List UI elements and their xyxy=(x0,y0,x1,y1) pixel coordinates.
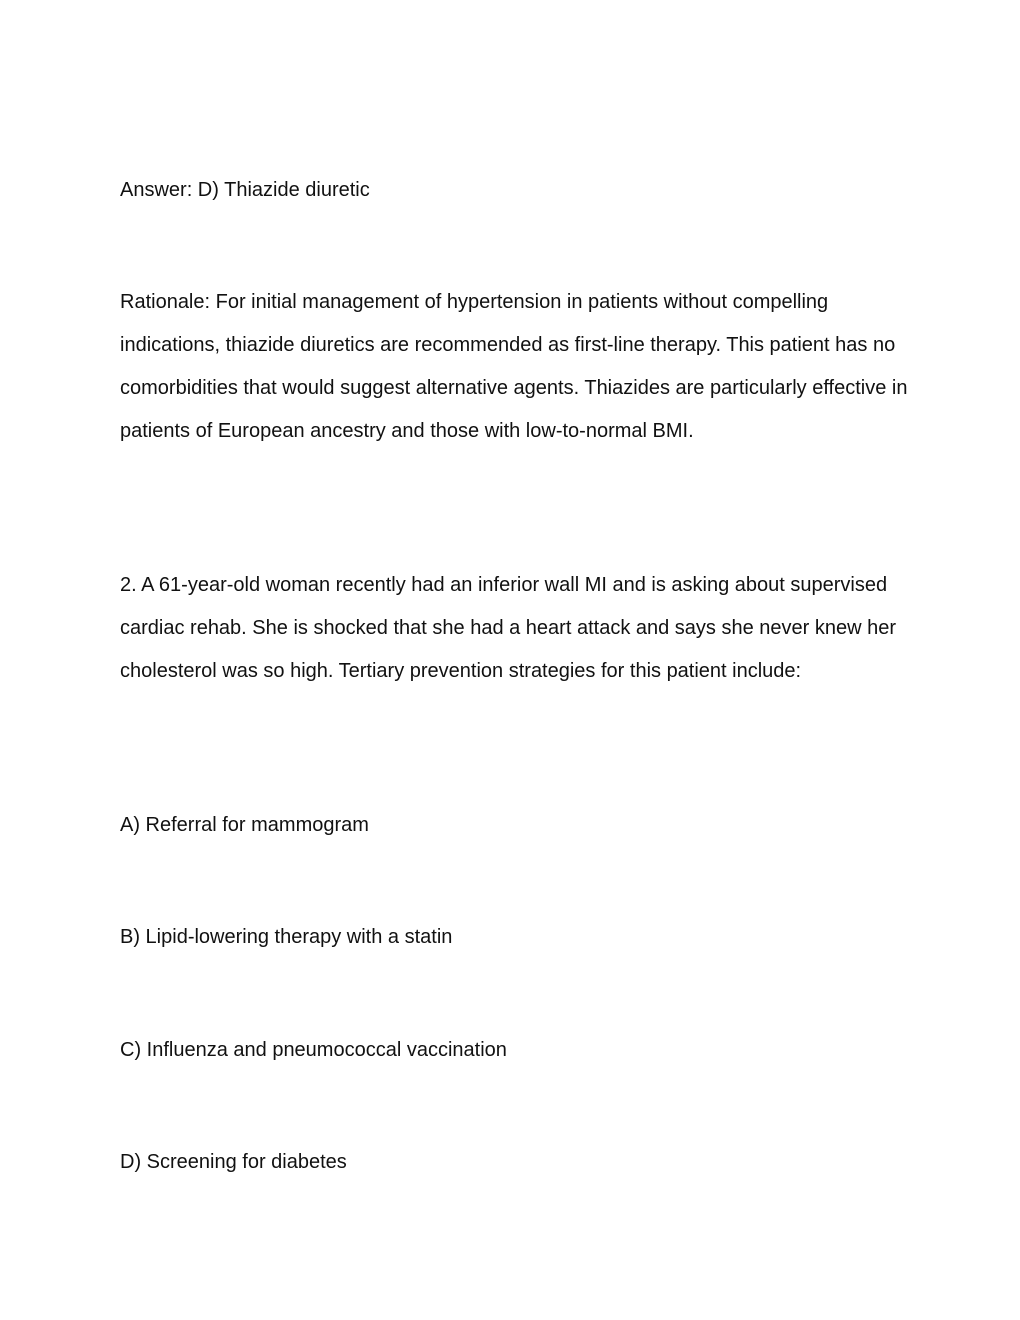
rationale-text: Rationale: For initial management of hypertension in patients without compelling indications, thiazide diuretics are recommended as first-line therapy. This patient has no comorbidities that would suggest alternative agents. Thiazides are particularly effective in patients of European ancestry and those with low-to-normal BMI. xyxy=(120,291,908,442)
answer-text: Answer: D) Thiazide diuretic xyxy=(120,179,370,201)
option-d: D) Screening for diabetes xyxy=(120,1151,347,1173)
option-a: A) Referral for mammogram xyxy=(120,814,369,836)
option-c: C) Influenza and pneumococcal vaccination xyxy=(120,1039,507,1061)
option-b: B) Lipid-lowering therapy with a statin xyxy=(120,926,453,948)
question-text: 2. A 61-year-old woman recently had an inferior wall MI and is asking about supervised cardiac rehab. She is shocked that she had a heart attack and says she never knew her cholesterol was so high. Tertiary prevention strategies for this patient include: xyxy=(120,574,897,682)
